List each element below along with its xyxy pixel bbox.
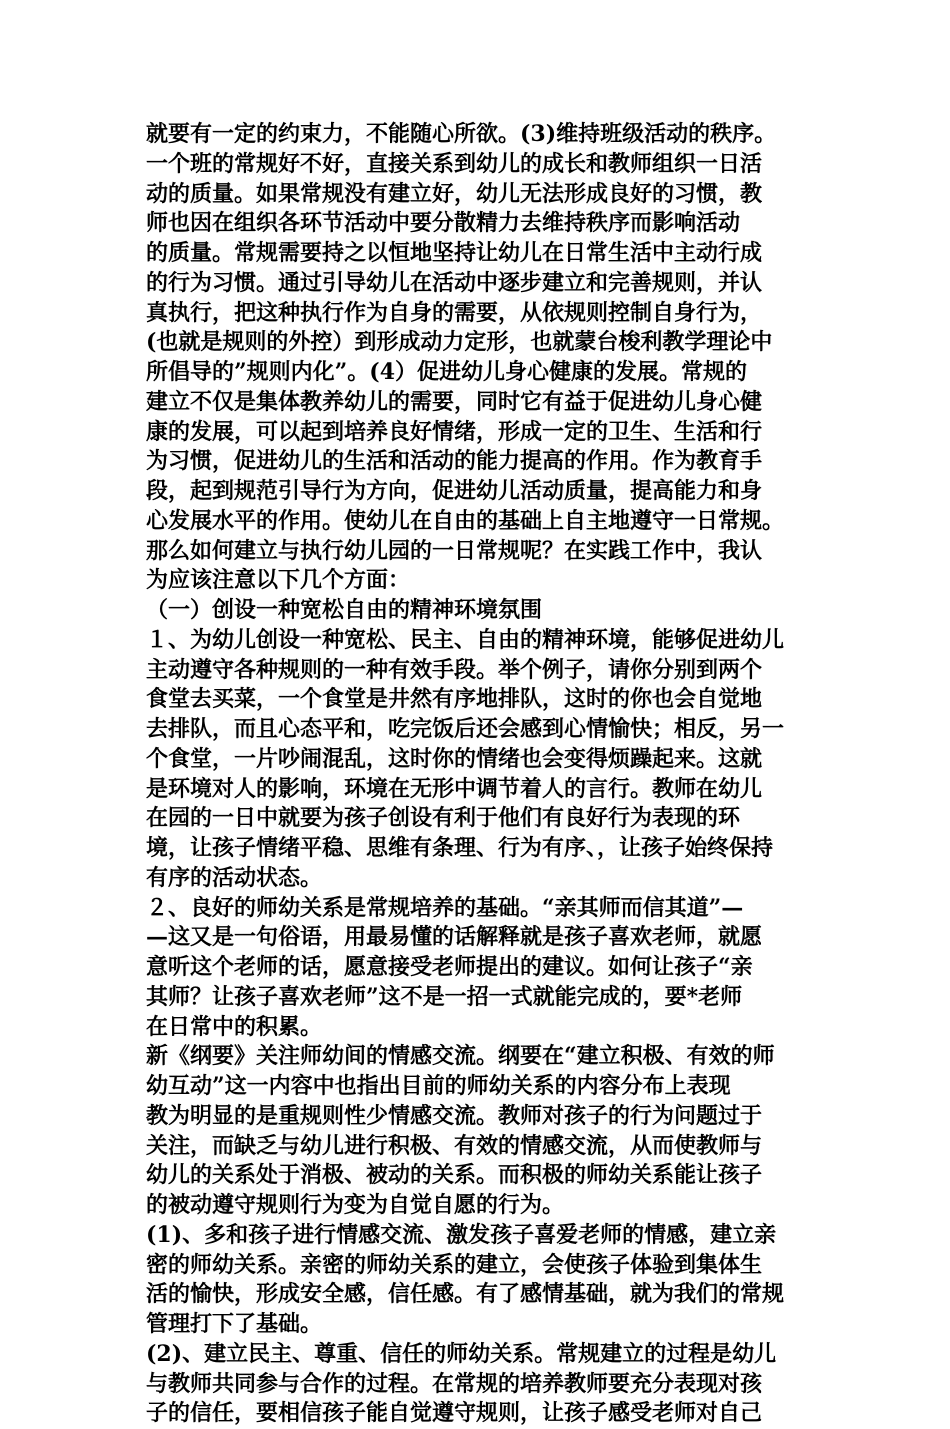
text-line: 管理打下了基础。 <box>146 1311 323 1337</box>
text-line: (也就是规则的外控）到形成动力定形，也就蒙台梭利教学理论中 <box>146 329 773 356</box>
document-page <box>146 120 826 1429</box>
text-line: 的被动遵守规则行为变为自觉自愿的行为。 <box>146 1192 565 1218</box>
text-line: 就要有一定的约束力，不能随心所欲。(3)维持班级活动的秩序。 <box>146 121 777 147</box>
text-line: ２、良好的师幼关系是常规培养的基础。“亲其师而信其道”— <box>146 894 744 921</box>
text-line: (2)、建立民主、尊重、信任的师幼关系。常规建立的过程是幼儿 <box>146 1340 777 1367</box>
text-line: 其师？让孩子喜欢老师”这不是一招一式就能完成的，要*老师 <box>146 983 743 1010</box>
text-line: 去排队，而且心态平和，吃完饭后还会感到心情愉快；相反，另一 <box>146 716 785 742</box>
text-line: —这又是一句俗语，用最易懂的话解释就是孩子喜欢老师，就愿 <box>146 924 763 951</box>
text-line: 在日常中的积累。 <box>146 1013 323 1040</box>
text-line: 动的质量。如果常规没有建立好，幼儿无法形成良好的习惯，教 <box>146 180 763 207</box>
section-heading: （一）创设一种宽松自由的精神环境氛围 <box>146 597 543 623</box>
text-line: 建立不仅是集体教养幼儿的需要，同时它有益于促进幼儿身心健 <box>146 388 763 415</box>
text-line: 为应该注意以下几个方面： <box>146 567 411 594</box>
text-line: 为习惯，促进幼儿的生活和活动的能力提高的作用。作为教育手 <box>146 448 763 475</box>
text-line: 心发展水平的作用。使幼儿在自由的基础上自主地遵守一日常规。 <box>146 507 785 534</box>
text-line: 所倡导的”规则内化”。(4）促进幼儿身心健康的发展。常规的 <box>146 359 748 385</box>
text-line: 有序的活动状态。 <box>146 864 323 891</box>
text-line: 的行为习惯。通过引导幼儿在活动中逐步建立和完善规则，并认 <box>146 269 763 296</box>
text-line: 主动遵守各种规则的一种有效手段。举个例子，请你分别到两个 <box>146 656 763 683</box>
text-line: 的质量。常规需要持之以恒地坚持让幼儿在日常生活中主动行成 <box>146 240 763 266</box>
text-line: 是环境对人的影响，环境在无形中调节着人的言行。教师在幼儿 <box>146 775 763 802</box>
text-line: 食堂去买菜，一个食堂是井然有序地排队，这时的你也会自觉地 <box>146 686 763 713</box>
text-line: 幼儿的关系处于消极、被动的关系。而积极的师幼关系能让孩子 <box>146 1162 763 1189</box>
text-line: 康的发展，可以起到培养良好情绪，形成一定的卫生、生活和行 <box>146 418 763 445</box>
text-line: 与教师共同参与合作的过程。在常规的培养教师要充分表现对孩 <box>146 1370 763 1397</box>
text-line: １、为幼儿创设一种宽松、民主、自由的精神环境，能够促进幼儿 <box>146 626 785 653</box>
text-line: 那么如何建立与执行幼儿园的一日常规呢？在实践工作中，我认 <box>146 537 763 564</box>
text-line: 子的信任，要相信孩子能自觉遵守规则，让孩子感受老师对自己 <box>146 1400 763 1427</box>
text-line: 新《纲要》关注师幼间的情感交流。纲要在“建立积极、有效的师 <box>146 1043 775 1070</box>
text-line: 段，起到规范引导行为方向，促进幼儿活动质量，提高能力和身 <box>146 478 763 504</box>
text-line: 一个班的常规好不好，直接关系到幼儿的成长和教师组织一日活 <box>146 150 763 177</box>
text-line: 个食堂，一片吵闹混乱，这时你的情绪也会变得烦躁起来。这就 <box>146 745 763 772</box>
text-line: 关注，而缺乏与幼儿进行积极、有效的情感交流，从而使教师与 <box>146 1132 763 1159</box>
text-line: 密的师幼关系。亲密的师幼关系的建立，会使孩子体验到集体生 <box>146 1251 763 1278</box>
text-line: 真执行，把这种执行作为自身的需要，从依规则控制自身行为， <box>146 299 763 326</box>
text-line: 境，让孩子情绪平稳、思维有条理、行为有序、，让孩子始终保持 <box>146 835 774 861</box>
text-line: 意听这个老师的话，愿意接受老师提出的建议。如何让孩子“亲 <box>146 954 753 980</box>
text-line: 师也因在组织各环节活动中要分散精力去维持秩序而影响活动 <box>146 210 741 237</box>
text-line: (1)、多和孩子进行情感交流、激发孩子喜爱老师的情感，建立亲 <box>146 1221 777 1248</box>
text-line: 活的愉快，形成安全感，信任感。有了感情基础，就为我们的常规 <box>146 1281 785 1308</box>
text-line: 教为明显的是重规则性少情感交流。教师对孩子的行为问题过于 <box>146 1102 763 1129</box>
text-line: 幼互动”这一内容中也指出目前的师幼关系的内容分布上表现 <box>146 1073 731 1099</box>
text-line: 在园的一日中就要为孩子创设有利于他们有良好行为表现的环 <box>146 805 741 832</box>
